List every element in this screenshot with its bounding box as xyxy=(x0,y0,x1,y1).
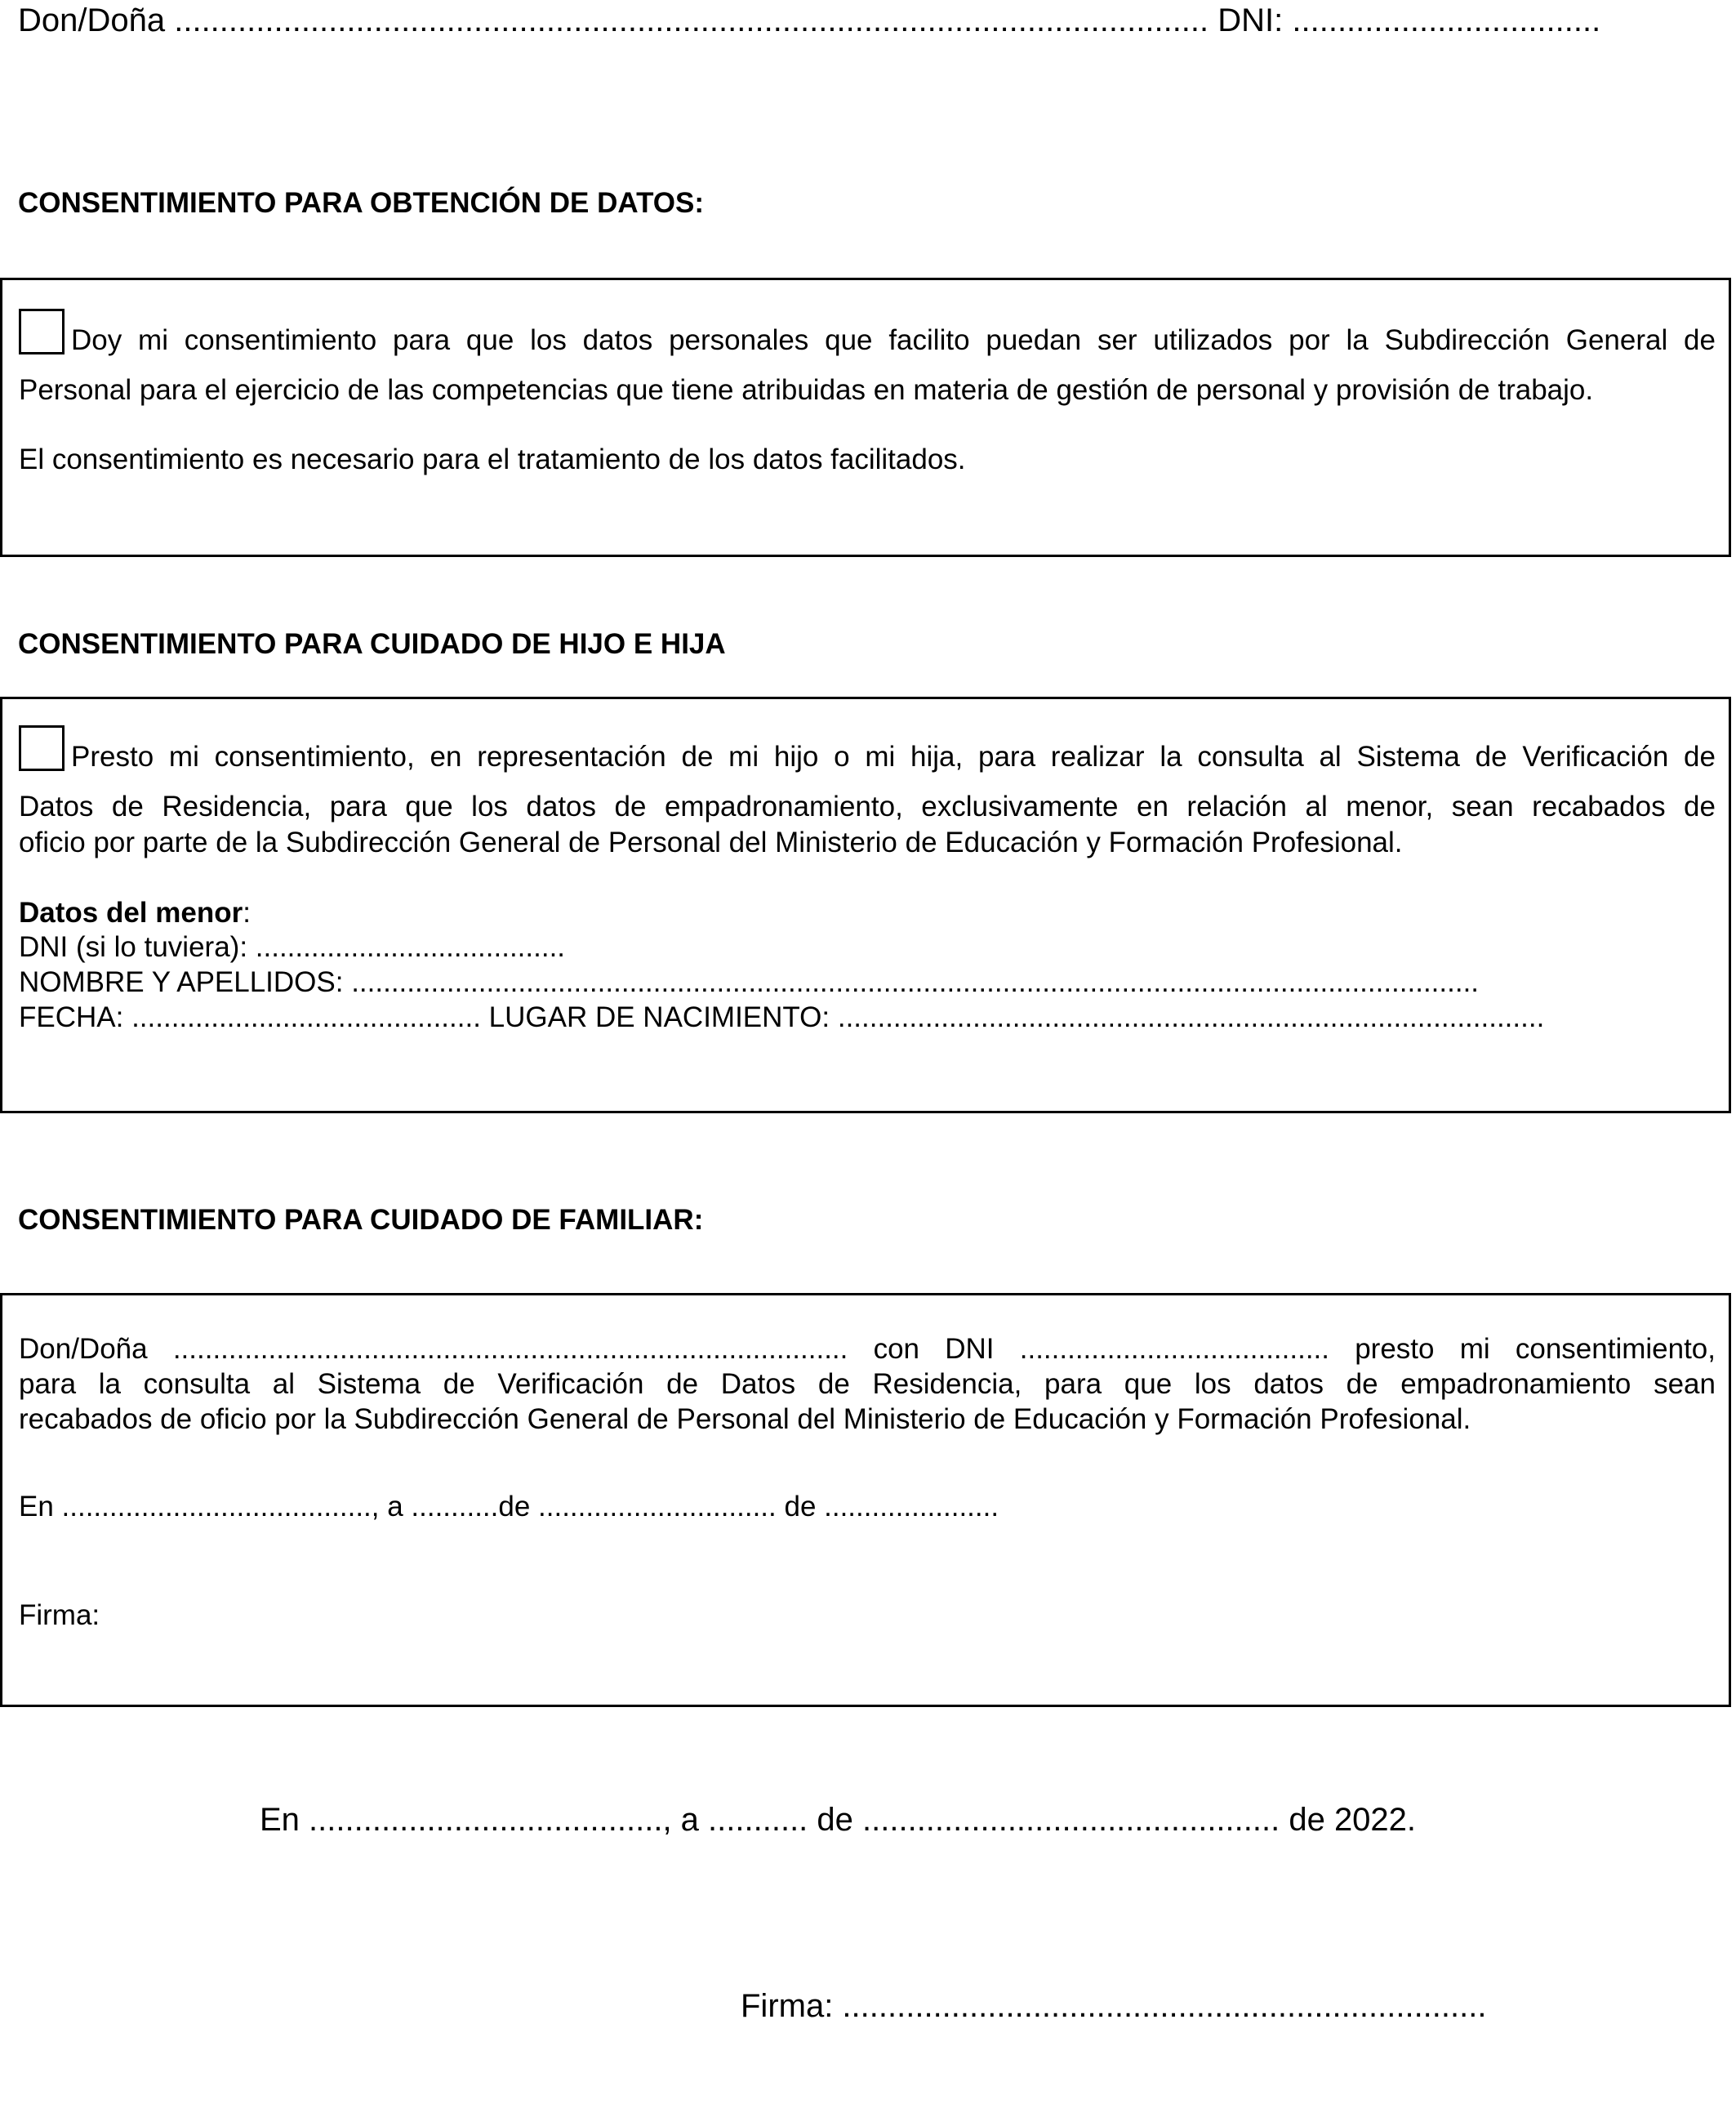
section-family-consent-box xyxy=(0,1293,1731,1707)
child-consent-text: Presto mi consentimiento, en representación de mi hijo o mi hija, para realizar la consulta al Sistema de Verificación de xyxy=(71,741,1716,773)
section-child-consent-box xyxy=(0,697,1731,1113)
minor-dni-field[interactable]: DNI (si lo tuviera): ....................................... xyxy=(19,931,566,963)
child-consent-text-line-3: oficio por parte de la Subdirección General de Personal del Ministerio de Educación y Formación Profesional. xyxy=(19,827,1403,858)
section-family-consent-title: CONSENTIMIENTO PARA CUIDADO DE FAMILIAR: xyxy=(18,1204,704,1236)
minor-data-heading xyxy=(19,895,251,931)
footer-signature-field[interactable]: Firma: ....................................................................... xyxy=(741,1988,1487,2024)
family-consent-text-line-1[interactable]: Don/Doña ..................................................................................... con DNI ....................................... presto mi consentimiento, xyxy=(19,1333,1716,1365)
section-data-consent-box xyxy=(0,278,1731,557)
family-consent-text-line-2: para la consulta al Sistema de Verificación de Datos de Residencia, para que los datos de empadronamiento sean xyxy=(19,1368,1716,1400)
family-signature-label: Firma: xyxy=(19,1599,100,1631)
section-child-consent-title: CONSENTIMIENTO PARA CUIDADO DE HIJO E HIJA xyxy=(18,628,726,660)
data-consent-note: El consentimiento es necesario para el tratamiento de los datos facilitados. xyxy=(19,444,966,475)
child-consent-text-line-2: Datos de Residencia, para que los datos de empadronamiento, exclusivamente en relación al menor, sean recabados de xyxy=(19,791,1716,822)
section-data-consent-title: CONSENTIMIENTO PARA OBTENCIÓN DE DATOS: xyxy=(18,187,705,219)
family-consent-text-line-3: recabados de oficio por la Subdirección General de Personal del Ministerio de Educación y Formación Profesional. xyxy=(19,1403,1471,1435)
data-consent-text-line-1 xyxy=(19,309,1716,359)
minor-data-colon: : xyxy=(243,897,251,929)
applicant-name-dni-line[interactable]: Don/Doña .................................................................................................................. DNI: .................................. xyxy=(18,2,1601,38)
data-consent-checkbox[interactable] xyxy=(19,309,65,354)
family-place-date-field[interactable]: En ......................................., a ...........de .............................. de ...................... xyxy=(19,1491,999,1522)
minor-birth-date-place-field[interactable]: FECHA: ............................................ LUGAR DE NACIMIENTO: ......................................................................................... xyxy=(19,1001,1545,1033)
footer-place-date-field[interactable]: En ......................................., a ........... de .............................................. de 2022. xyxy=(260,1802,1417,1838)
child-consent-checkbox[interactable] xyxy=(19,725,65,771)
minor-name-field[interactable]: NOMBRE Y APELLIDOS: .............................................................................................................................................. xyxy=(19,966,1480,998)
child-consent-text-line-1 xyxy=(19,725,1716,775)
data-consent-text-line-2: Personal para el ejercicio de las competencias que tiene atribuidas en materia de gestión de personal y provisión de trabajo. xyxy=(19,374,1594,406)
minor-data-label: Datos del menor xyxy=(19,897,243,929)
data-consent-text: Doy mi consentimiento para que los datos personales que facilito puedan ser utilizados por la Subdirección General de xyxy=(71,324,1716,356)
